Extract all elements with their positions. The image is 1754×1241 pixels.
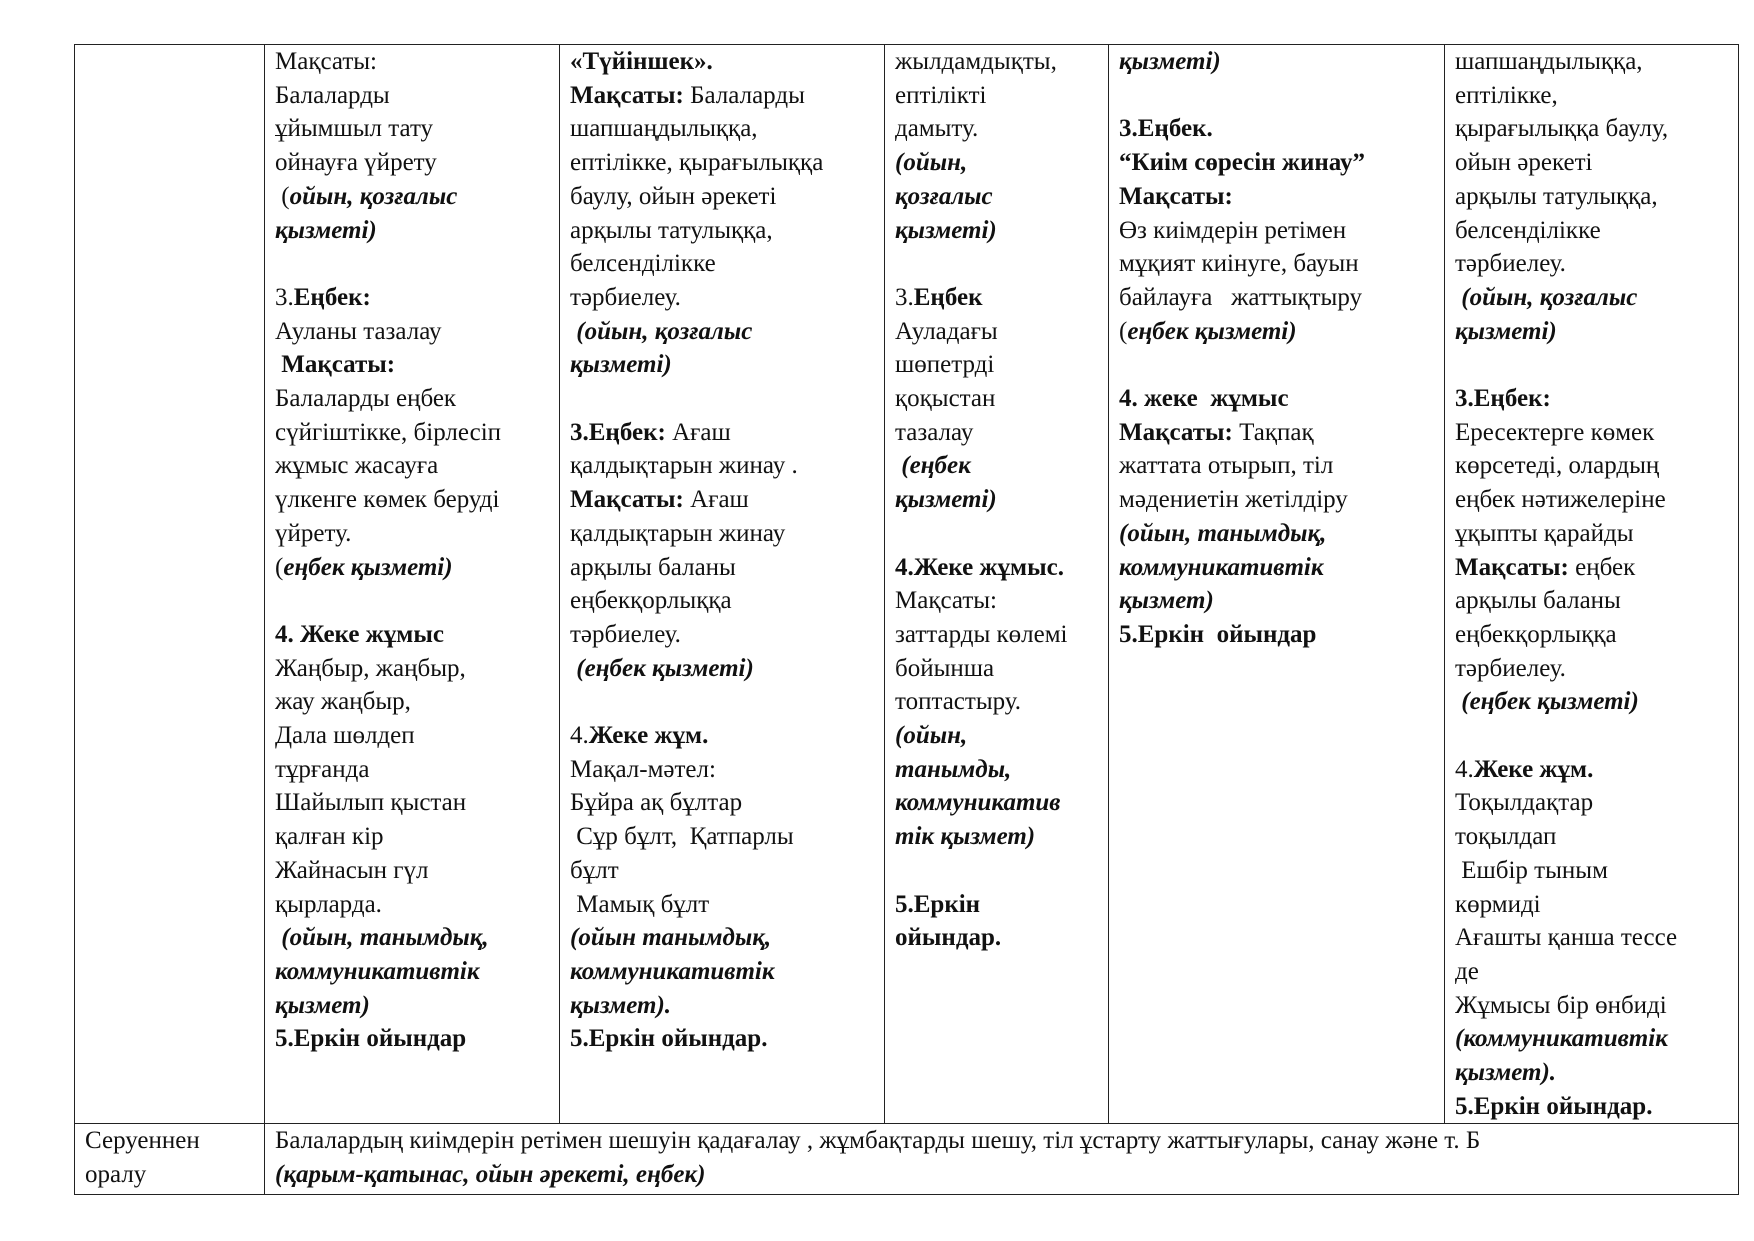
- text-line: [1119, 416, 1444, 450]
- text-run: (қарым-қатынас, ойын әрекеті, еңбек): [275, 1161, 706, 1189]
- text-line: [895, 483, 1108, 517]
- text-run: қызмет).: [570, 991, 672, 1019]
- text-line: [275, 79, 559, 113]
- text-line: [275, 45, 559, 79]
- text-line: [1119, 584, 1444, 618]
- text-line: [570, 584, 884, 618]
- text-line: [1455, 281, 1738, 315]
- text-run: қоқыстан: [895, 385, 996, 413]
- text-line: [1455, 786, 1738, 820]
- row-label-cell: [75, 45, 265, 1124]
- text-line: [895, 854, 1108, 888]
- text-line: [1119, 315, 1444, 349]
- text-run: Ешбір тыным: [1455, 856, 1608, 884]
- text-run: тік қызмет): [895, 823, 1036, 851]
- text-run: арқылы татулыққа,: [570, 216, 773, 244]
- text-run: жұмыс жасауға: [275, 452, 439, 480]
- text-run: 4.: [1455, 755, 1474, 783]
- text-line: [895, 786, 1108, 820]
- text-line: [570, 79, 884, 113]
- text-run: көрмиді: [1455, 890, 1541, 918]
- text-line: [570, 247, 884, 281]
- text-run: (еңбек қызметі): [570, 654, 754, 682]
- text-run: 3.Еңбек:: [1455, 385, 1551, 413]
- text-line: [1119, 551, 1444, 585]
- text-line: [275, 281, 559, 315]
- text-line: [570, 854, 884, 888]
- text-run: шапшаңдылыққа,: [1455, 48, 1643, 75]
- text-run: Мақсаты:: [275, 48, 377, 75]
- text-line: [275, 180, 559, 214]
- text-run: Ағашты қанша тессе: [1455, 924, 1678, 952]
- text-line: [275, 1158, 1738, 1192]
- activity-cell: [1109, 45, 1445, 1124]
- text-run: жау жаңбыр,: [275, 688, 411, 716]
- text-line: [1455, 416, 1738, 450]
- text-run: қызметі): [895, 486, 997, 514]
- text-run: ептілікке,: [1455, 81, 1558, 109]
- text-run: қозғалыс: [895, 182, 993, 210]
- text-run: Ауланы тазалау: [275, 317, 442, 345]
- text-run: ұқыпты қарайды: [1455, 519, 1634, 547]
- text-run: де: [1455, 957, 1479, 985]
- return-from-walk-row: [75, 1124, 1739, 1195]
- text-run: қырағылыққа баулу,: [1455, 115, 1669, 143]
- text-run: қызметі): [895, 216, 997, 244]
- text-line: [570, 180, 884, 214]
- text-run: 4.: [570, 722, 589, 750]
- text-line: [1455, 719, 1738, 753]
- text-run: Балаларды еңбек: [275, 385, 457, 413]
- text-run: Мақсаты:: [570, 81, 684, 109]
- text-line: [1455, 652, 1738, 686]
- text-line: [570, 921, 884, 955]
- text-line: [570, 1022, 884, 1056]
- text-run: ойын әрекеті: [1455, 149, 1593, 177]
- text-line: [895, 652, 1108, 686]
- text-run: көрсетеді, олардың: [1455, 452, 1660, 480]
- text-line: [1119, 517, 1444, 551]
- text-line: [1455, 854, 1738, 888]
- text-run: мұқият киінуге, бауын: [1119, 250, 1359, 278]
- text-line: [570, 214, 884, 248]
- text-run: Мамық бұлт: [570, 890, 710, 918]
- text-line: [1455, 753, 1738, 787]
- text-line: [275, 1022, 559, 1056]
- text-line: [570, 281, 884, 315]
- text-run: 4. Жеке жұмыс: [275, 620, 444, 648]
- text-line: [570, 45, 884, 79]
- text-run: (ойын, қозғалыс: [570, 317, 753, 345]
- text-run: (еңбек қызметі): [1455, 688, 1639, 716]
- text-run: 5.Еркін ойындар.: [570, 1025, 768, 1053]
- text-run: еңбек қызметі): [283, 553, 453, 581]
- text-run: танымды,: [895, 755, 1012, 783]
- text-run: тоқылдап: [1455, 823, 1557, 851]
- text-run: баулу, ойын әрекеті: [570, 182, 777, 210]
- text-run: 4. жеке жұмыс: [1119, 385, 1289, 412]
- text-line: [275, 584, 559, 618]
- text-line: [275, 753, 559, 787]
- text-line: [275, 685, 559, 719]
- text-run: Ағаш: [683, 486, 749, 514]
- text-run: 3.: [895, 283, 914, 311]
- text-line: [570, 685, 884, 719]
- text-line: [895, 584, 1108, 618]
- text-line: [895, 719, 1108, 753]
- text-line: [895, 247, 1108, 281]
- text-run: ойнауға үйрету: [275, 149, 437, 177]
- text-run: жылдамдықты,: [895, 48, 1057, 75]
- text-line: [895, 517, 1108, 551]
- text-line: [1455, 921, 1738, 955]
- text-run: байлауға жаттықтыру: [1119, 283, 1363, 311]
- text-run: қызметі): [1119, 48, 1221, 75]
- text-run: топтастыру.: [895, 688, 1022, 716]
- text-run: қызметі): [275, 216, 377, 244]
- text-run: тәрбиелеу.: [1455, 250, 1566, 278]
- text-run: қалдықтарын жинау: [570, 519, 786, 547]
- text-line: [895, 214, 1108, 248]
- text-line: [1455, 483, 1738, 517]
- text-run: коммуникативтік: [275, 957, 480, 985]
- text-run: «Түйіншек».: [570, 48, 713, 75]
- text-line: [275, 214, 559, 248]
- daily-plan-table: [74, 44, 1739, 1195]
- text-line: [895, 45, 1108, 79]
- text-line: [570, 382, 884, 416]
- activity-cell: [265, 45, 560, 1124]
- text-line: [895, 79, 1108, 113]
- text-run: еңбек нәтижелеріне: [1455, 486, 1666, 514]
- text-line: [1119, 483, 1444, 517]
- text-line: [1119, 214, 1444, 248]
- text-run: қалған кір: [275, 823, 384, 851]
- text-run: (коммуникативтік: [1455, 1025, 1668, 1053]
- text-run: тәрбиелеу.: [570, 620, 681, 648]
- text-run: (ойын, танымдық,: [275, 924, 489, 952]
- text-line: [1455, 146, 1738, 180]
- text-run: Ағаш: [665, 418, 731, 446]
- text-run: 4.Жеке жұмыс.: [895, 553, 1064, 581]
- footer-label-line: оралу: [85, 1161, 147, 1189]
- text-run: үлкенге көмек беруді: [275, 486, 500, 514]
- text-run: Мақсаты:: [570, 486, 684, 514]
- text-run: Тоқылдақтар: [1455, 789, 1594, 817]
- text-line: [1119, 146, 1444, 180]
- text-run: (: [275, 553, 284, 581]
- text-line: [1119, 180, 1444, 214]
- text-line: [895, 551, 1108, 585]
- footer-content-cell: [265, 1124, 1739, 1195]
- text-run: 5.Еркін ойындар: [1119, 620, 1317, 648]
- text-run: (: [275, 182, 290, 210]
- text-line: [1455, 1090, 1738, 1124]
- text-run: арқылы татулыққа,: [1455, 182, 1658, 210]
- text-run: шапшаңдылыққа,: [570, 115, 758, 143]
- text-line: [570, 315, 884, 349]
- text-run: ұйымшыл тату: [275, 115, 434, 143]
- text-line: [275, 820, 559, 854]
- text-line: [570, 517, 884, 551]
- text-line: [275, 146, 559, 180]
- text-line: [895, 416, 1108, 450]
- text-line: [275, 921, 559, 955]
- text-line: [570, 955, 884, 989]
- text-line: [895, 146, 1108, 180]
- text-run: 3.Еңбек.: [1119, 115, 1213, 143]
- text-run: Балаларды: [275, 81, 390, 109]
- text-line: [895, 449, 1108, 483]
- text-line: [1455, 382, 1738, 416]
- text-run: Өз киімдерін ретімен: [1119, 216, 1347, 244]
- text-run: Жұмысы бір өнбиді: [1455, 991, 1667, 1019]
- text-run: Балалардың киімдерін ретімен шешуін қадағалау , жұмбақтарды шешу, тіл ұстарту жаттығулары, санау және т. Б: [275, 1127, 1481, 1155]
- text-line: [275, 618, 559, 652]
- text-line: [895, 685, 1108, 719]
- text-run: шөпетрді: [895, 351, 995, 379]
- text-run: Бұйра ақ бұлтар: [570, 789, 743, 817]
- text-line: [1119, 247, 1444, 281]
- text-line: [275, 989, 559, 1023]
- text-line: [275, 348, 559, 382]
- text-run: қызмет).: [1455, 1059, 1557, 1087]
- text-line: [1455, 618, 1738, 652]
- text-run: арқылы баланы: [1455, 587, 1621, 615]
- text-run: еңбекқорлыққа: [570, 587, 732, 615]
- text-run: Еңбек:: [293, 283, 371, 311]
- text-line: [1119, 382, 1444, 416]
- text-line: [895, 382, 1108, 416]
- text-run: бұлт: [570, 856, 619, 884]
- text-run: жаттата отырып, тіл: [1119, 452, 1334, 480]
- text-run: (ойын, қозғалыс: [1455, 283, 1638, 311]
- text-line: [1119, 618, 1444, 652]
- text-line: [570, 551, 884, 585]
- text-run: арқылы баланы: [570, 553, 736, 581]
- text-run: Мақсаты:: [895, 587, 997, 615]
- text-run: коммуникативтік: [570, 957, 775, 985]
- text-line: [570, 483, 884, 517]
- text-line: [570, 652, 884, 686]
- text-run: коммуникатив: [895, 789, 1061, 817]
- text-line: [570, 820, 884, 854]
- text-line: [570, 888, 884, 922]
- text-line: [895, 281, 1108, 315]
- text-line: [275, 551, 559, 585]
- text-run: еңбекқорлыққа: [1455, 620, 1617, 648]
- text-line: [1455, 180, 1738, 214]
- text-run: “Киім сөресін жинау”: [1119, 149, 1366, 177]
- text-run: тәрбиелеу.: [1455, 654, 1566, 682]
- text-run: Сұр бұлт, Қатпарлы: [570, 823, 794, 851]
- text-run: Мақсаты:: [1119, 418, 1233, 446]
- text-run: Ауладағы: [895, 317, 998, 345]
- text-line: [1119, 45, 1444, 79]
- text-run: 5.Еркін ойындар: [275, 1025, 467, 1053]
- text-line: [1119, 281, 1444, 315]
- activities-row: [75, 45, 1739, 1124]
- text-run: ойындар.: [895, 924, 1002, 952]
- text-run: қызмет): [275, 991, 370, 1019]
- text-run: Мақсаты:: [1455, 553, 1569, 581]
- text-run: қырларда.: [275, 890, 382, 918]
- text-run: (еңбек: [895, 452, 971, 480]
- text-run: қызметі): [1455, 317, 1557, 345]
- text-line: [895, 180, 1108, 214]
- text-line: [1455, 348, 1738, 382]
- text-run: Жайнасын гүл: [275, 856, 429, 884]
- text-line: [1455, 112, 1738, 146]
- text-line: [275, 854, 559, 888]
- text-run: Тақпақ: [1232, 418, 1314, 446]
- text-run: 3.Еңбек:: [570, 418, 666, 446]
- text-line: [1455, 820, 1738, 854]
- text-run: ептілікті: [895, 81, 987, 109]
- text-line: [1455, 45, 1738, 79]
- text-run: қалдықтарын жинау .: [570, 452, 798, 480]
- activity-cell: [1445, 45, 1739, 1124]
- text-line: [275, 517, 559, 551]
- footer-label-line: Серуеннен: [85, 1127, 200, 1155]
- text-line: [570, 348, 884, 382]
- activity-cell: [885, 45, 1109, 1124]
- text-line: [1455, 315, 1738, 349]
- text-line: [1455, 888, 1738, 922]
- text-line: [570, 786, 884, 820]
- text-line: [895, 315, 1108, 349]
- text-line: [275, 1124, 1738, 1158]
- text-line: [1455, 247, 1738, 281]
- text-run: ептілікке, қырағылыққа: [570, 149, 824, 177]
- text-line: [1455, 584, 1738, 618]
- text-run: Мақал-мәтел:: [570, 755, 716, 783]
- text-line: [275, 382, 559, 416]
- text-line: [895, 820, 1108, 854]
- text-line: [895, 348, 1108, 382]
- text-run: коммуникативтік: [1119, 553, 1324, 581]
- text-run: еңбек қызметі): [1127, 317, 1297, 345]
- text-line: [275, 719, 559, 753]
- text-line: [895, 753, 1108, 787]
- text-line: [570, 719, 884, 753]
- text-line: [1455, 1022, 1738, 1056]
- text-line: [570, 449, 884, 483]
- text-line: [275, 112, 559, 146]
- text-run: (: [1119, 317, 1128, 345]
- text-line: [1455, 1056, 1738, 1090]
- text-line: [275, 483, 559, 517]
- text-run: дамыту.: [895, 115, 979, 143]
- text-run: Шайылып қыстан: [275, 789, 467, 817]
- text-run: мәдениетін жетілдіру: [1119, 486, 1348, 514]
- text-run: белсенділікке: [1455, 216, 1601, 244]
- text-run: 5.Еркін ойындар.: [1455, 1092, 1653, 1120]
- text-line: [1455, 551, 1738, 585]
- text-run: бойынша: [895, 654, 995, 682]
- text-run: Мақсаты:: [1119, 182, 1233, 210]
- text-line: [275, 955, 559, 989]
- text-line: [1119, 449, 1444, 483]
- text-run: 5.Еркін: [895, 890, 981, 918]
- activity-cell: [560, 45, 885, 1124]
- text-run: Жаңбыр, жаңбыр,: [275, 654, 466, 682]
- text-run: белсенділікке: [570, 250, 716, 278]
- text-run: Мақсаты:: [275, 351, 396, 379]
- text-line: [570, 112, 884, 146]
- text-run: қызмет): [1119, 587, 1214, 615]
- text-line: [1455, 79, 1738, 113]
- text-line: [275, 315, 559, 349]
- text-run: үйрету.: [275, 519, 352, 547]
- text-run: тәрбиелеу.: [570, 283, 681, 311]
- text-run: Еңбек: [913, 283, 983, 311]
- text-line: [275, 449, 559, 483]
- text-line: [895, 112, 1108, 146]
- text-line: [1455, 517, 1738, 551]
- text-line: [1119, 112, 1444, 146]
- text-run: еңбек: [1568, 553, 1636, 581]
- text-run: (ойын, танымдық,: [1119, 519, 1327, 547]
- text-line: [1119, 79, 1444, 113]
- text-run: Дала шөлдеп: [275, 722, 415, 750]
- footer-label-cell: [75, 1124, 265, 1195]
- text-run: сүйгіштікке, бірлесіп: [275, 418, 502, 446]
- text-line: [1455, 989, 1738, 1023]
- text-run: тұрғанда: [275, 755, 370, 783]
- text-run: (ойын,: [895, 149, 968, 177]
- text-run: тазалау: [895, 418, 974, 446]
- text-line: [275, 652, 559, 686]
- text-run: Ересектерге көмек: [1455, 418, 1655, 446]
- text-line: [1455, 685, 1738, 719]
- text-line: [1455, 955, 1738, 989]
- text-line: [570, 618, 884, 652]
- text-run: қызметі): [570, 351, 672, 379]
- text-line: [570, 753, 884, 787]
- text-run: 3.: [275, 283, 294, 311]
- text-line: [275, 786, 559, 820]
- text-run: ойын, қозғалыс: [289, 182, 458, 210]
- text-line: [1455, 449, 1738, 483]
- text-run: Балаларды: [683, 81, 805, 109]
- text-line: [895, 618, 1108, 652]
- text-line: [570, 146, 884, 180]
- text-line: [570, 989, 884, 1023]
- text-line: [570, 416, 884, 450]
- text-line: [275, 888, 559, 922]
- text-run: Жеке жұм.: [588, 722, 709, 750]
- text-line: [895, 921, 1108, 955]
- text-run: (ойын,: [895, 722, 968, 750]
- text-line: [275, 416, 559, 450]
- text-line: [1119, 348, 1444, 382]
- text-line: [1455, 214, 1738, 248]
- text-run: (ойын танымдық,: [570, 924, 772, 952]
- text-line: [275, 247, 559, 281]
- text-run: заттарды көлемі: [895, 620, 1068, 648]
- text-line: [895, 888, 1108, 922]
- text-run: Жеке жұм.: [1473, 755, 1594, 783]
